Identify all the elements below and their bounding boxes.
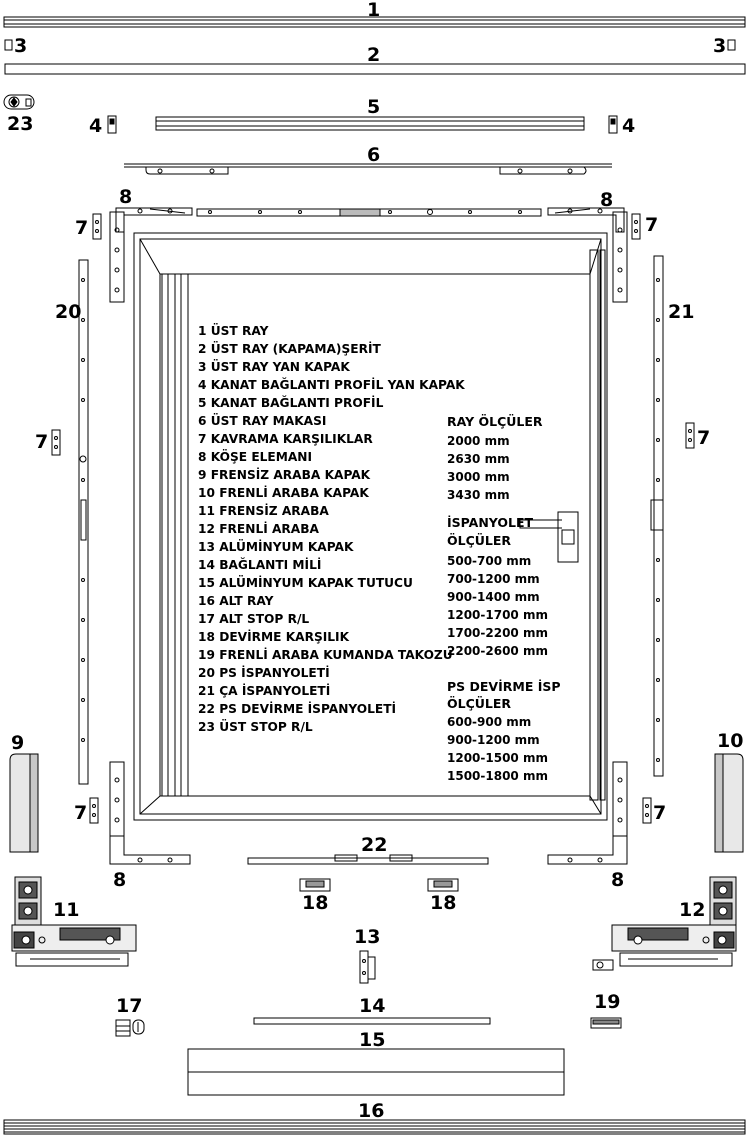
- part-5-sash-profile: [156, 117, 584, 130]
- legend-item: 22 PS DEVİRME İSPANYOLETİ: [198, 702, 397, 716]
- legend-item: 19 FRENLİ ARABA KUMANDA TAKOZU: [198, 648, 453, 662]
- legend-item: 17 ALT STOP R/L: [198, 612, 310, 626]
- legend-item: 20 PS İSPANYOLETİ: [198, 666, 330, 680]
- dimension-value: 3430 mm: [447, 488, 510, 502]
- label-part-18-right: 18: [430, 892, 457, 914]
- espagnolette-title-line1: İSPANYOLET: [447, 515, 534, 530]
- part-18-tilt-keeper-right: [428, 879, 458, 891]
- label-part-9: 9: [11, 732, 25, 754]
- part-9-carriage-cover: [10, 754, 38, 852]
- ps-tilt-title-line1: PS DEVİRME İSP: [447, 679, 561, 694]
- part-10-carriage-cover: [715, 754, 743, 852]
- label-part-8-top-left: 8: [119, 186, 133, 208]
- label-part-3-left: 3: [14, 35, 28, 57]
- part-13-aluminium-cover: [360, 951, 375, 983]
- label-part-7-bottom-left: 7: [74, 802, 88, 824]
- label-part-3-right: 3: [713, 35, 727, 57]
- part-7-keeper-bottom-right: [643, 798, 651, 823]
- label-part-21: 21: [668, 301, 695, 323]
- ray-dimensions-title: RAY ÖLÇÜLER: [447, 414, 543, 429]
- part-4-side-cap-left: [108, 116, 116, 133]
- legend-item: 8 KÖŞE ELEMANI: [198, 450, 313, 464]
- dimension-value: 2200-2600 mm: [447, 644, 548, 658]
- legend-item: 14 BAĞLANTI MİLİ: [198, 558, 322, 572]
- legend-item: 2 ÜST RAY (KAPAMA)ŞERİT: [198, 342, 381, 356]
- label-part-23: 23: [7, 113, 34, 135]
- label-part-7-top-left: 7: [75, 217, 89, 239]
- part-15-cover-holder: [188, 1049, 564, 1095]
- part-16-bottom-rail: [4, 1120, 745, 1134]
- label-part-8-bottom-left: 8: [113, 869, 127, 891]
- label-part-20: 20: [55, 301, 82, 323]
- label-part-17: 17: [116, 995, 143, 1017]
- part-8-corner-bottom-left: [110, 836, 190, 864]
- legend-item: 21 ÇA İSPANYOLETİ: [198, 684, 331, 698]
- legend-item: 11 FRENSİZ ARABA: [198, 504, 329, 518]
- part-17-bottom-stop: [116, 1020, 144, 1036]
- label-part-1: 1: [367, 0, 381, 21]
- part-18-tilt-keeper-left: [300, 879, 330, 891]
- legend-item: 6 ÜST RAY MAKASI: [198, 414, 327, 428]
- label-part-13: 13: [354, 926, 381, 948]
- legend-item: 12 FRENLİ ARABA: [198, 522, 319, 536]
- part-7-keeper-mid-right: [686, 423, 694, 448]
- label-part-16: 16: [358, 1100, 385, 1122]
- ps-tilt-title-line2: ÖLÇÜLER: [447, 696, 512, 711]
- part-8-corner-bottom-right: [548, 836, 627, 864]
- dimension-value: 1200-1500 mm: [447, 751, 548, 765]
- label-part-5: 5: [367, 96, 381, 118]
- part-4-side-cap-right: [609, 116, 617, 133]
- part-14-connecting-rod: [254, 1018, 490, 1024]
- legend-item: 13 ALÜMİNYUM KAPAK: [198, 540, 354, 554]
- legend-item: 16 ALT RAY: [198, 594, 274, 608]
- left-sash-mechanism: [110, 212, 124, 836]
- part-7-keeper-bottom-left: [90, 798, 98, 823]
- dimension-value: 900-1400 mm: [447, 590, 540, 604]
- legend-item: 23 ÜST STOP R/L: [198, 720, 313, 734]
- legend-item: 4 KANAT BAĞLANTI PROFİL YAN KAPAK: [198, 378, 465, 392]
- dimension-value: 1500-1800 mm: [447, 769, 548, 783]
- part-3-end-cap-left: [5, 40, 12, 50]
- legend-item: 5 KANAT BAĞLANTI PROFİL: [198, 396, 384, 410]
- label-part-14: 14: [359, 995, 386, 1017]
- legend-item: 18 DEVİRME KARŞILIK: [198, 630, 350, 644]
- label-part-4-left: 4: [89, 115, 103, 137]
- legend-item: 10 FRENLİ ARABA KAPAK: [198, 486, 369, 500]
- dimension-value: 1700-2200 mm: [447, 626, 548, 640]
- part-23-top-stop: [4, 95, 34, 109]
- label-part-12: 12: [679, 899, 706, 921]
- dimension-value: 700-1200 mm: [447, 572, 540, 586]
- legend-item: 9 FRENSİZ ARABA KAPAK: [198, 468, 371, 482]
- label-part-19: 19: [594, 991, 621, 1013]
- part-8-corner-top-left: [116, 208, 192, 232]
- label-part-7-mid-left: 7: [35, 431, 49, 453]
- label-part-18-left: 18: [302, 892, 329, 914]
- dimension-value: 500-700 mm: [447, 554, 532, 568]
- part-7-keeper-top-right: [632, 214, 640, 239]
- legend-item: 7 KAVRAMA KARŞILIKLAR: [198, 432, 373, 446]
- label-part-7-mid-right: 7: [697, 427, 711, 449]
- label-part-2: 2: [367, 44, 381, 66]
- part-7-keeper-top-left: [93, 214, 101, 239]
- label-part-4-right: 4: [622, 115, 636, 137]
- label-part-10: 10: [717, 730, 744, 752]
- label-part-7-bottom-right: 7: [653, 802, 667, 824]
- label-part-6: 6: [367, 144, 381, 166]
- label-part-7-top-right: 7: [645, 214, 659, 236]
- label-part-22: 22: [361, 834, 388, 856]
- part-20-ps-espagnolette: [79, 260, 88, 784]
- right-sash-mechanism: [613, 212, 627, 836]
- label-part-8-bottom-right: 8: [611, 869, 625, 891]
- part-19-control-block: [591, 1018, 621, 1028]
- part-7-keeper-mid-left: [52, 430, 60, 455]
- dimension-value: 1200-1700 mm: [447, 608, 548, 622]
- label-part-11: 11: [53, 899, 80, 921]
- label-part-15: 15: [359, 1029, 386, 1051]
- legend-item: 15 ALÜMİNYUM KAPAK TUTUCU: [198, 576, 413, 590]
- dimension-value: 2630 mm: [447, 452, 510, 466]
- part-3-end-cap-right: [728, 40, 735, 50]
- dimension-value: 600-900 mm: [447, 715, 532, 729]
- legend-item: 3 ÜST RAY YAN KAPAK: [198, 360, 350, 374]
- dimension-value: 900-1200 mm: [447, 733, 540, 747]
- part-21-ca-espagnolette: [651, 256, 663, 776]
- espagnolette-title-line2: ÖLÇÜLER: [447, 533, 512, 548]
- legend-item: 1 ÜST RAY: [198, 324, 269, 338]
- label-part-8-top-right: 8: [600, 189, 614, 211]
- dimension-value: 2000 mm: [447, 434, 510, 448]
- part-22-ps-tilt-espagnolette: [248, 855, 488, 864]
- dimension-value: 3000 mm: [447, 470, 510, 484]
- top-espagnolette-strip: [197, 209, 541, 216]
